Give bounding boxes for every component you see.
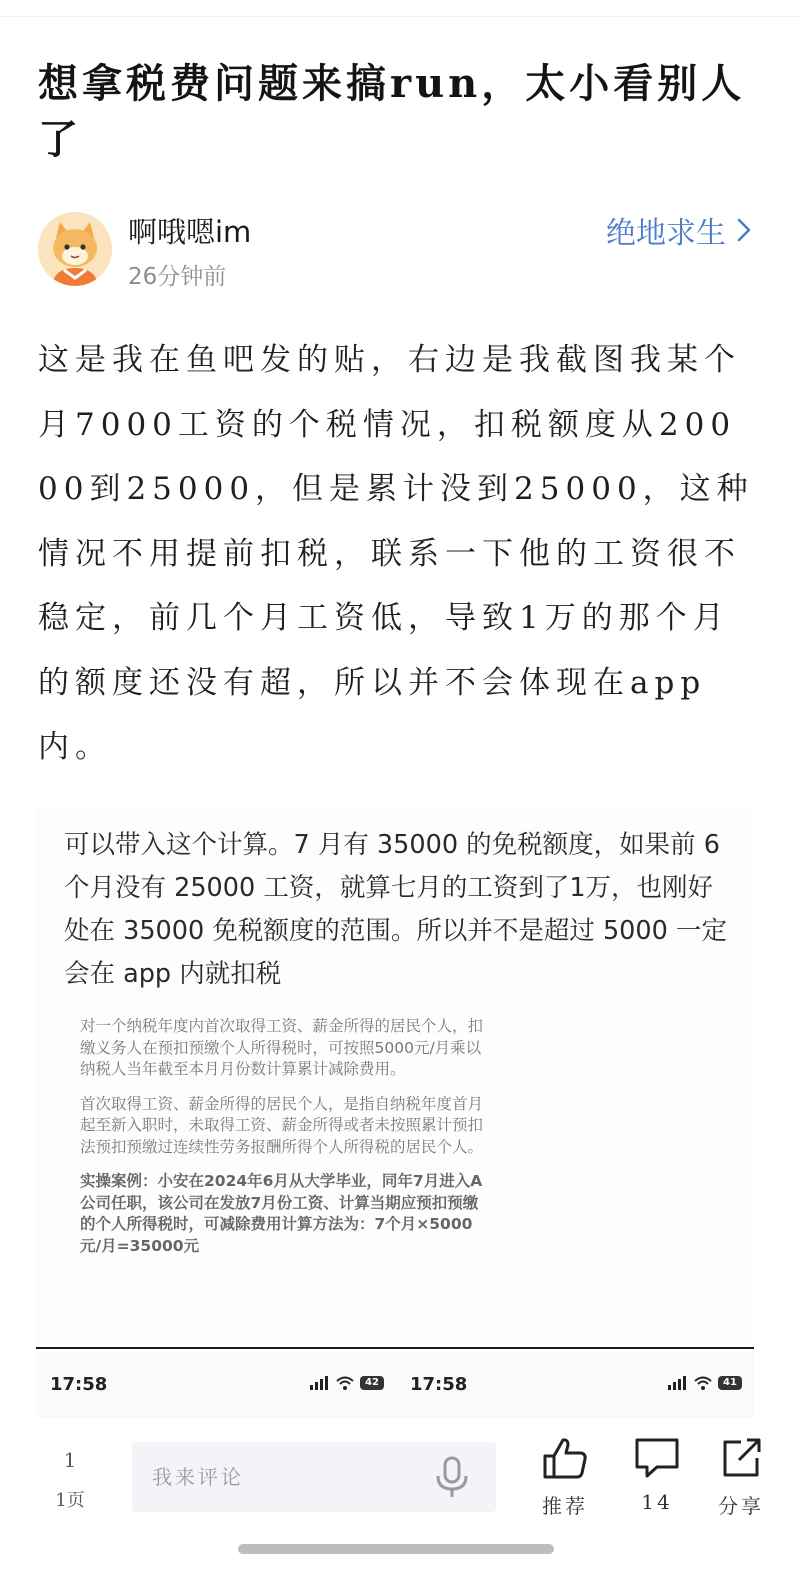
recommend-label: 推荐 xyxy=(542,1494,588,1518)
screenshot-explanation: 可以带入这个计算。7 月有 35000 的免税额度，如果前 6 个月没有 25000 工资，就算七月的工资到了1万，也刚好处在 35000 免税额度的范围。所以并不是超过 5000 一定会在 app 内就扣税 xyxy=(64,830,727,989)
status-icons-left xyxy=(310,1376,384,1390)
comment-box[interactable] xyxy=(132,1442,496,1512)
wifi-icon xyxy=(336,1376,354,1390)
status-time-right: 17:58 xyxy=(410,1374,468,1395)
thumbs-up-icon xyxy=(541,1436,589,1480)
doc-paragraph: 首次取得工资、薪金所得的居民个人，是指自纳税年度首月起至新入职时，未取得工资、薪金所得或者未按照累计预扣法预扣预缴过连续性劳务报酬所得个人所得税的居民个人。 xyxy=(80,1094,484,1156)
recommend-button[interactable] xyxy=(530,1436,600,1519)
post-title: 想拿税费问题来搞run，太小看别人了 xyxy=(38,60,746,163)
signal-icon xyxy=(668,1376,688,1390)
page-indicator[interactable] xyxy=(50,1448,90,1512)
comment-input[interactable] xyxy=(152,1442,432,1512)
author-name[interactable]: 啊哦嗯im xyxy=(128,215,252,249)
home-indicator[interactable] xyxy=(238,1544,554,1554)
chevron-right-icon xyxy=(736,217,752,243)
comment-count: 14 xyxy=(641,1490,673,1514)
screenshot-divider xyxy=(36,1347,754,1349)
page-number: 1 xyxy=(63,1448,77,1472)
status-time-left: 17:58 xyxy=(50,1374,108,1395)
embedded-screenshot[interactable] xyxy=(36,806,754,1348)
avatar[interactable] xyxy=(38,212,112,286)
screenshot-status-bars xyxy=(36,1352,754,1418)
share-label: 分享 xyxy=(718,1494,764,1518)
tax-document-excerpt xyxy=(80,1016,490,1270)
top-divider xyxy=(0,16,800,17)
battery-icon: 41 xyxy=(718,1376,742,1390)
topic-link[interactable] xyxy=(606,208,752,252)
post-body: 这是我在鱼吧发的贴，右边是我截图我某个月7000工资的个税情况，扣税额度从20000到25000，但是累计没到25000，这种情况不用提前扣税，联系一下他的工资很不稳定，前几个月工资低，导致1万的那个月的额度还没有超，所以并不会体现在app内。 xyxy=(38,342,754,765)
signal-icon xyxy=(310,1376,330,1390)
page-label: 1页 xyxy=(55,1490,85,1511)
post-time: 26分钟前 xyxy=(128,264,227,290)
doc-case xyxy=(80,1171,490,1257)
share-button[interactable] xyxy=(706,1436,776,1519)
comment-bubble-icon xyxy=(633,1436,681,1480)
doc-case-text: 实操案例：小安在2024年6月从大学毕业，同年7月进入A公司任职，该公司在发放7月份工资、计算当期应预扣预缴的个人所得税时，可减除费用计算方法为：7个月×5000元/月=35000元 xyxy=(80,1172,483,1255)
avatar-image xyxy=(38,212,112,286)
battery-icon: 42 xyxy=(360,1376,384,1390)
doc-paragraph: 对一个纳税年度内首次取得工资、薪金所得的居民个人，扣缴义务人在预扣预缴个人所得税时，可按照5000元/月乘以纳税人当年截至本月月份数计算累计减除费用。 xyxy=(80,1017,484,1078)
topic-label: 绝地求生 xyxy=(606,216,726,251)
status-icons-right xyxy=(668,1376,742,1390)
bottom-action-bar xyxy=(0,1420,800,1589)
wifi-icon xyxy=(694,1376,712,1390)
comment-button[interactable] xyxy=(622,1436,692,1514)
microphone-icon[interactable] xyxy=(432,1456,472,1500)
share-icon xyxy=(719,1436,763,1480)
